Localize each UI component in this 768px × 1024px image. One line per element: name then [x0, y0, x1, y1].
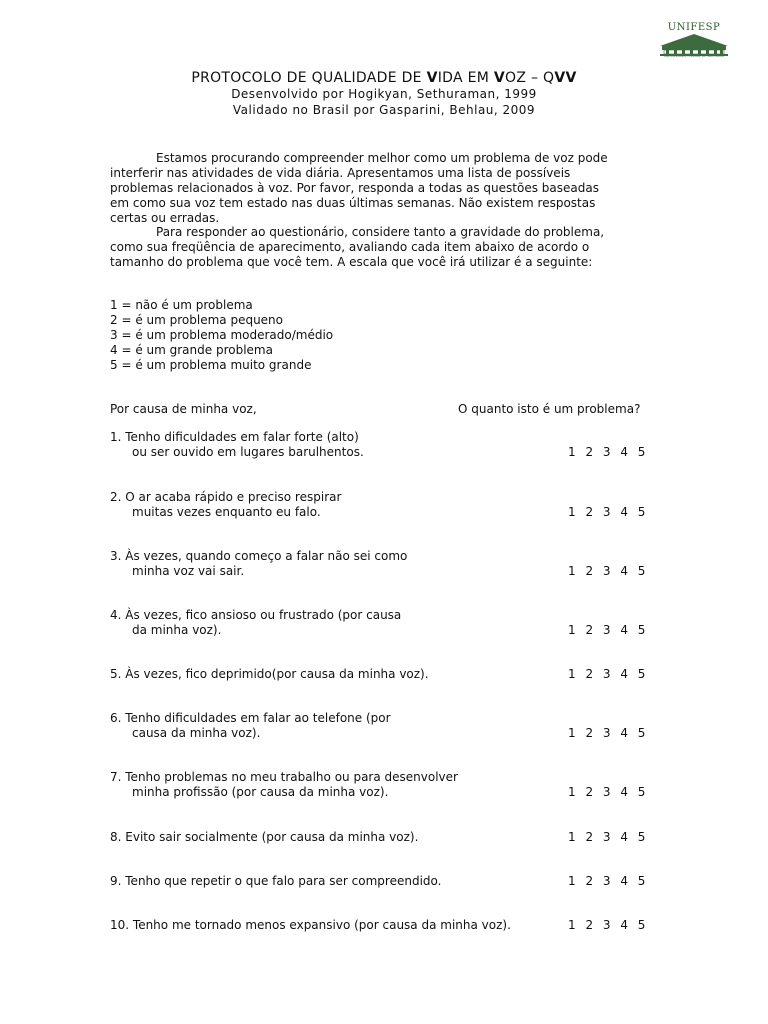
title-part: PROTOCOLO DE QUALIDADE DE [191, 70, 427, 86]
intro-line: como sua freqüência de aparecimento, avaliando cada item abaixo de acordo o [110, 240, 590, 254]
title-part-bold: VV [554, 70, 577, 86]
question-text: 5. Às vezes, fico deprimido(por causa da minha voz). [110, 667, 429, 681]
question-text: 2. O ar acaba rápido e preciso respirar [110, 490, 342, 504]
intro-line: problemas relacionados à voz. Por favor, responda a todas as questões baseadas [110, 181, 599, 195]
intro-line: tamanho do problema que você tem. A escala que você irá utilizar é a seguinte: [110, 255, 593, 269]
question-text: 3. Às vezes, quando começo a falar não sei como [110, 549, 408, 563]
scale-item: 2 = é um problema pequeno [110, 313, 283, 327]
title-part-bold: V [426, 70, 438, 86]
question-text-continued: muitas vezes enquanto eu falo. [132, 505, 321, 519]
question-text: 6. Tenho dificuldades em falar ao telefone (por [110, 711, 391, 725]
question-text-continued: ou ser ouvido em lugares barulhentos. [132, 445, 364, 459]
title-part: OZ – Q [505, 70, 555, 86]
question-text: 4. Às vezes, fico ansioso ou frustrado (por causa [110, 608, 402, 622]
question-text-continued: minha profissão (por causa da minha voz). [132, 785, 389, 799]
rating-options: 1 2 3 4 5 [568, 667, 646, 681]
header-left: Por causa de minha voz, [110, 402, 257, 416]
logo-name: UNIFESP [667, 22, 721, 33]
subtitle-validated: Validado no Brasil por Gasparini, Behlau, 2009 [232, 103, 536, 117]
rating-options: 1 2 3 4 5 [568, 564, 646, 578]
question-text-continued: da minha voz). [132, 623, 222, 637]
rating-options: 1 2 3 4 5 [568, 874, 646, 888]
intro-paragraph-1 [110, 151, 658, 226]
question-text: 8. Evito sair socialmente (por causa da minha voz). [110, 830, 419, 844]
scale-item: 1 = não é um problema [110, 298, 253, 312]
rating-options: 1 2 3 4 5 [568, 623, 646, 637]
question-text: 10. Tenho me tornado menos expansivo (por causa da minha voz). [110, 918, 511, 932]
intro-line: certas ou erradas. [110, 211, 220, 225]
intro-paragraph-2 [110, 225, 658, 270]
question-text-continued: causa da minha voz). [132, 726, 261, 740]
rating-options: 1 2 3 4 5 [568, 918, 646, 932]
logo-caption: UNIVERSIDADE FEDERAL DE SÃO PAULO [663, 54, 725, 58]
scale-item: 5 = é um problema muito grande [110, 358, 312, 372]
rating-options: 1 2 3 4 5 [568, 505, 646, 519]
question-text: 7. Tenho problemas no meu trabalho ou para desenvolver [110, 770, 458, 784]
question-text: 1. Tenho dificuldades em falar forte (alto) [110, 430, 359, 444]
scale-item: 4 = é um grande problema [110, 343, 273, 357]
header-right: O quanto isto é um problema? [458, 402, 641, 416]
title-part: IDA EM [437, 70, 494, 86]
title-part-bold: V [493, 70, 506, 86]
building-icon [654, 22, 734, 68]
rating-options: 1 2 3 4 5 [568, 785, 646, 799]
intro-line: em como sua voz tem estado nas duas últimas semanas. Não existem respostas [110, 196, 596, 210]
intro-line: Para responder ao questionário, considere tanto a gravidade do problema, [156, 225, 605, 239]
rating-options: 1 2 3 4 5 [568, 830, 646, 844]
question-text-continued: minha voz vai sair. [132, 564, 245, 578]
page-title [0, 70, 768, 86]
intro-line: interferir nas atividades de vida diária. Apresentamos uma lista de possíveis [110, 166, 571, 180]
scale-item: 3 = é um problema moderado/médio [110, 328, 334, 342]
question-text: 9. Tenho que repetir o que falo para ser compreendido. [110, 874, 442, 888]
intro-line: Estamos procurando compreender melhor como um problema de voz pode [156, 151, 608, 165]
subtitle-developed: Desenvolvido por Hogikyan, Sethuraman, 1999 [231, 87, 537, 101]
unifesp-logo [654, 22, 734, 68]
rating-scale [110, 298, 333, 373]
rating-options: 1 2 3 4 5 [568, 445, 646, 459]
rating-options: 1 2 3 4 5 [568, 726, 646, 740]
